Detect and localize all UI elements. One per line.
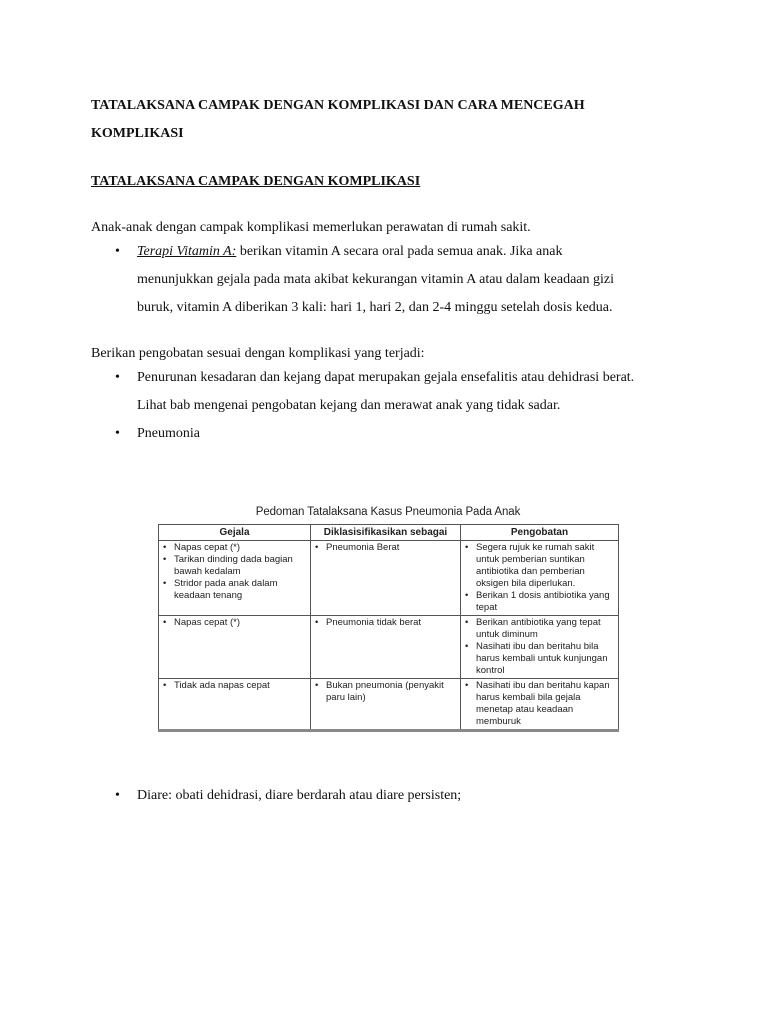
pneumonia-table-figure (158, 506, 618, 732)
cell-item: • Berikan antibiotika yang tepat untuk diminum (464, 617, 615, 641)
intro-paragraph: Anak-anak dengan campak komplikasi memerlukan perawatan di rumah sakit. (91, 220, 531, 235)
diare-text: Diare: obati dehidrasi, diare berdarah atau diare persisten; (137, 788, 462, 803)
table-row (159, 679, 619, 731)
cell-item: • Napas cepat (*) (162, 542, 307, 554)
section-heading: TATALAKSANA CAMPAK DENGAN KOMPLIKASI (91, 174, 421, 189)
table-cell (159, 679, 311, 731)
cell-item: • Tarikan dinding dada bagian bawah kedalam (162, 554, 307, 578)
page-title (91, 92, 691, 148)
cell-item: • Nasihati ibu dan beritahu kapan harus kembali bila gejala menetap atau keadaan memburuk (464, 680, 615, 728)
vitamin-a-text-2: menunjukkan gejala pada mata akibat kekurangan vitamin A atau dalam keadaan gizi (137, 272, 614, 287)
table-cell (159, 541, 311, 616)
cell-item: • Segera rujuk ke rumah sakit untuk pemberian suntikan antibiotika dan pemberian oksigen bila diperlukan. (464, 542, 615, 590)
title-line-1: TATALAKSANA CAMPAK DENGAN KOMPLIKASI DAN CARA MENCEGAH (91, 98, 585, 113)
diare-list (91, 782, 691, 810)
cell-item: • Tidak ada napas cepat (162, 680, 307, 692)
cell-item: • Stridor pada anak dalam keadaan tenang (162, 578, 307, 602)
list-item (91, 364, 691, 420)
column-header-gejala: Gejala (159, 525, 311, 541)
table-cell (311, 679, 461, 731)
title-line-2: KOMPLIKASI (91, 126, 184, 141)
table-header-row (159, 525, 619, 541)
cell-item: • Bukan pneumonia (penyakit paru lain) (314, 680, 457, 704)
pneumonia-table (158, 524, 619, 732)
column-header-klasifikasi: Diklasisifikasikan sebagai (311, 525, 461, 541)
bullet-icon: • (115, 244, 120, 259)
diare-section (91, 782, 691, 810)
list-item (91, 420, 691, 448)
table-row (159, 616, 619, 679)
table-title: Pedoman Tatalaksana Kasus Pneumonia Pada Anak (255, 506, 521, 518)
table-cell (159, 616, 311, 679)
table-cell (461, 541, 619, 616)
complication-paragraph: Berikan pengobatan sesuai dengan komplikasi yang terjadi: (91, 346, 425, 361)
bullet-icon: • (115, 370, 120, 385)
cell-item: • Berikan 1 dosis antibiotika yang tepat (464, 590, 615, 614)
complication-text-2: Lihat bab mengenai pengobatan kejang dan merawat anak yang tidak sadar. (137, 398, 561, 413)
list-item (91, 782, 691, 810)
cell-item: • Nasihati ibu dan beritahu bila harus kembali untuk kunjungan kontrol (464, 641, 615, 677)
vitamin-a-text-3: buruk, vitamin A diberikan 3 kali: hari 1, hari 2, dan 2-4 minggu setelah dosis kedua. (137, 300, 613, 315)
bullet-icon: • (115, 426, 120, 441)
cell-item: • Napas cepat (*) (162, 617, 307, 629)
table-row (159, 541, 619, 616)
cell-item: • Pneumonia tidak berat (314, 617, 457, 629)
list-item (91, 238, 691, 322)
table-cell (461, 616, 619, 679)
table-cell (311, 616, 461, 679)
document-page (91, 92, 691, 448)
table-cell (311, 541, 461, 616)
complication-list (91, 364, 691, 448)
vitamin-a-text-1: berikan vitamin A secara oral pada semua anak. Jika anak (236, 244, 563, 259)
vitamin-a-list (91, 238, 691, 322)
complication-text-1: Penurunan kesadaran dan kejang dapat merupakan gejala ensefalitis atau dehidrasi berat. (137, 370, 635, 385)
column-header-pengobatan: Pengobatan (461, 525, 619, 541)
cell-item: • Pneumonia Berat (314, 542, 457, 554)
bullet-icon: • (115, 788, 120, 803)
table-cell (461, 679, 619, 731)
vitamin-a-label: Terapi Vitamin A: (137, 244, 237, 259)
pneumonia-label: Pneumonia (137, 426, 200, 441)
